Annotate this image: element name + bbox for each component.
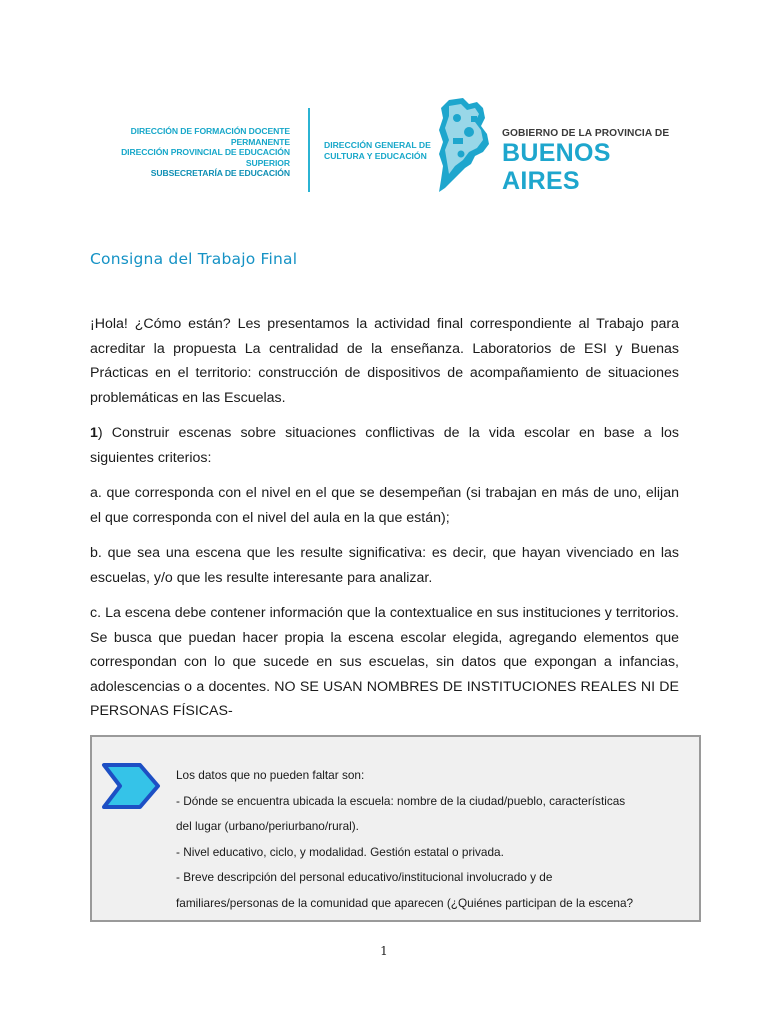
header-middle-line-1: DIRECCIÓN GENERAL DE [324, 140, 431, 150]
info-line-1: Los datos que no pueden faltar son: [176, 768, 365, 782]
item-1-paragraph [90, 421, 679, 470]
info-line-6: familiares/personas de la comunidad que aparecen (¿Quiénes participan de la escena? [176, 895, 634, 910]
criterion-b: b. que sea una escena que les resulte significativa: es decir, que hayan vivenciado en las escuelas, y/o que les resulte interesante para analizar. [90, 545, 679, 586]
header-divider [308, 108, 310, 192]
header-right-text [502, 128, 692, 195]
item-1-number: 1 [90, 425, 98, 441]
info-line-4: - Nivel educativo, ciclo, y modalidad. Gestión estatal o privada. [176, 844, 504, 859]
header-middle-line-2: CULTURA Y EDUCACIÓN [324, 150, 427, 161]
page-title: Consigna del Trabajo Final [90, 250, 298, 268]
info-box [90, 735, 701, 922]
header-line-3: SUBSECRETARÍA DE EDUCACIÓN [150, 168, 290, 178]
chevron-right-icon [100, 761, 162, 811]
criterion-a: a. que corresponda con el nivel en el que se desempeñan (si trabajan en más de uno, elijan el que corresponda con el nivel del aula en la que están); [90, 485, 679, 526]
province-label: BUENOS AIRES [502, 139, 611, 195]
gobierno-label: GOBIERNO DE LA PROVINCIA DE [502, 128, 670, 139]
header-left-text [90, 126, 290, 179]
page-header [90, 96, 670, 196]
info-line-2: - Dónde se encuentra ubicada la escuela: nombre de la ciudad/pueblo, características [176, 793, 626, 808]
page-number: 1 [380, 944, 388, 958]
header-line-2: DIRECCIÓN PROVINCIAL DE EDUCACIÓN SUPERIOR [121, 147, 290, 168]
info-line-3: del lugar (urbano/periurbano/rural). [176, 819, 359, 833]
buenos-aires-map-logo [435, 96, 491, 196]
body-text [90, 312, 679, 735]
header-middle-text [324, 140, 434, 161]
intro-paragraph: ¡Hola! ¿Cómo están? Les presentamos la actividad final correspondiente al Trabajo para acreditar la propuesta La centralidad de la enseñanza. Laboratorios de ESI y Buenas Prácticas en el territorio: construcción de dispositivos de acompañamiento de situaciones problemáticas en las Escuelas. [90, 316, 679, 406]
info-line-5: - Breve descripción del personal educativo/institucional involucrado y de [176, 870, 553, 884]
criterion-c: c. La escena debe contener información que la contextualice en sus instituciones y territorios. Se busca que puedan hacer propia la escena escolar elegida, agregando elementos que correspondan con lo que sucede en sus escuelas, sin datos que expongan a infancias, adolescencias o a docentes. NO SE USAN NOMBRES DE INSTITUCIONES REALES NI DE PERSONAS FÍSICAS- [90, 605, 679, 719]
info-box-text [176, 763, 681, 916]
header-line-1: DIRECCIÓN DE FORMACIÓN DOCENTE PERMANENTE [130, 126, 290, 147]
item-1-text: ) Construir escenas sobre situaciones conflictivas de la vida escolar en base a los siguientes criterios: [90, 425, 679, 466]
